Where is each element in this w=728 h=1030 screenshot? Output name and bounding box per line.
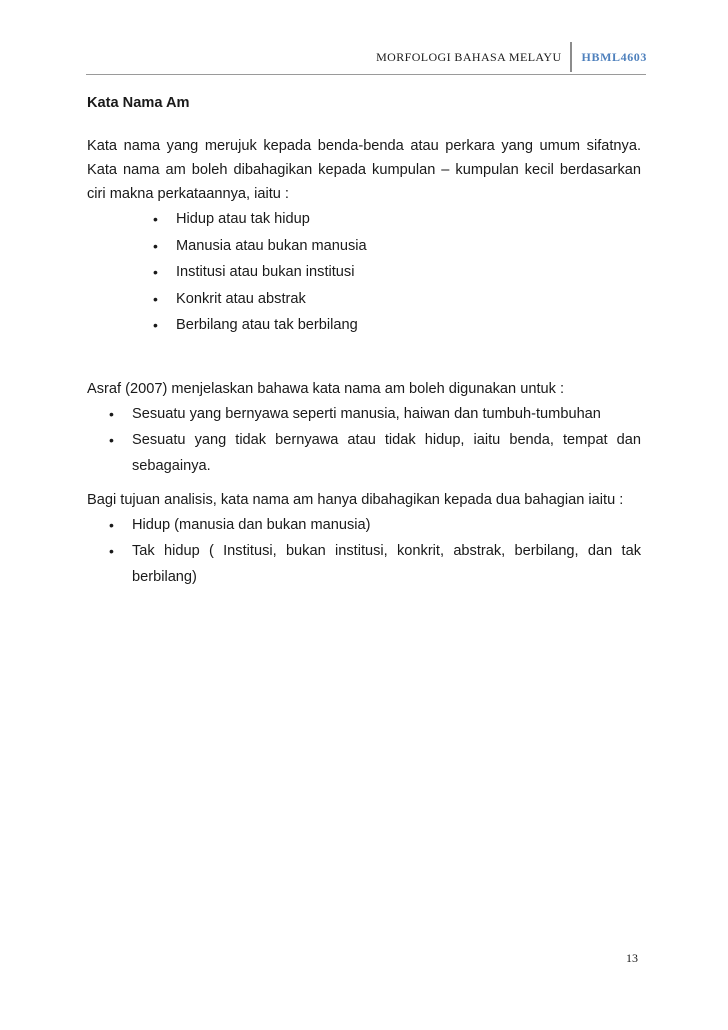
list-item: • Sesuatu yang tidak bernyawa atau tidak hidup, iaitu benda, tempat dan sebagainya.: [87, 427, 641, 479]
category-list: [87, 206, 641, 339]
divisions-list: [87, 512, 641, 590]
bullet-icon: •: [153, 264, 158, 280]
page-number: 13: [626, 951, 638, 965]
analysis-paragraph: Bagi tujuan analisis, kata nama am hanya dibahagikan kepada dua bahagian iaitu :: [87, 491, 624, 508]
page-content: [87, 91, 641, 590]
bullet-icon: •: [109, 516, 114, 533]
bullet-icon: •: [153, 317, 158, 333]
list-item: • Berbilang atau tak berbilang: [87, 312, 641, 339]
list-item: • Hidup atau tak hidup: [87, 206, 641, 233]
list-item: • Tak hidup ( Institusi, bukan institusi, konkrit, abstrak, berbilang, dan tak berbilang): [87, 538, 641, 590]
bullet-icon: •: [109, 542, 114, 559]
bullet-icon: •: [153, 211, 158, 227]
list-item: • Hidup (manusia dan bukan manusia): [87, 512, 641, 538]
bullet-icon: •: [109, 405, 114, 422]
list-item: • Institusi atau bukan institusi: [87, 259, 641, 286]
list-item: • Konkrit atau abstrak: [87, 286, 641, 313]
running-header: [376, 42, 647, 72]
header-course-code: HBML4603: [581, 49, 647, 64]
bullet-icon: •: [153, 237, 158, 254]
intro-paragraph: Kata nama yang merujuk kepada benda-benda atau perkara yang umum sifatnya. Kata nama am boleh dibahagikan kepada kumpulan – kumpulan kecil berdasarkan ciri makna perkataannya, iaitu :: [87, 138, 641, 202]
section-heading: Kata Nama Am: [87, 95, 190, 111]
bullet-icon: •: [109, 431, 114, 448]
header-title: MORFOLOGI BAHASA MELAYU: [376, 49, 562, 64]
uses-list: [87, 401, 641, 479]
bullet-icon: •: [153, 290, 158, 307]
list-item: • Sesuatu yang bernyawa seperti manusia, haiwan dan tumbuh-tumbuhan: [87, 401, 641, 427]
list-item: • Manusia atau bukan manusia: [87, 233, 641, 260]
asraf-paragraph: Asraf (2007) menjelaskan bahawa kata nama am boleh digunakan untuk :: [87, 380, 565, 397]
header-rule: [86, 74, 646, 75]
